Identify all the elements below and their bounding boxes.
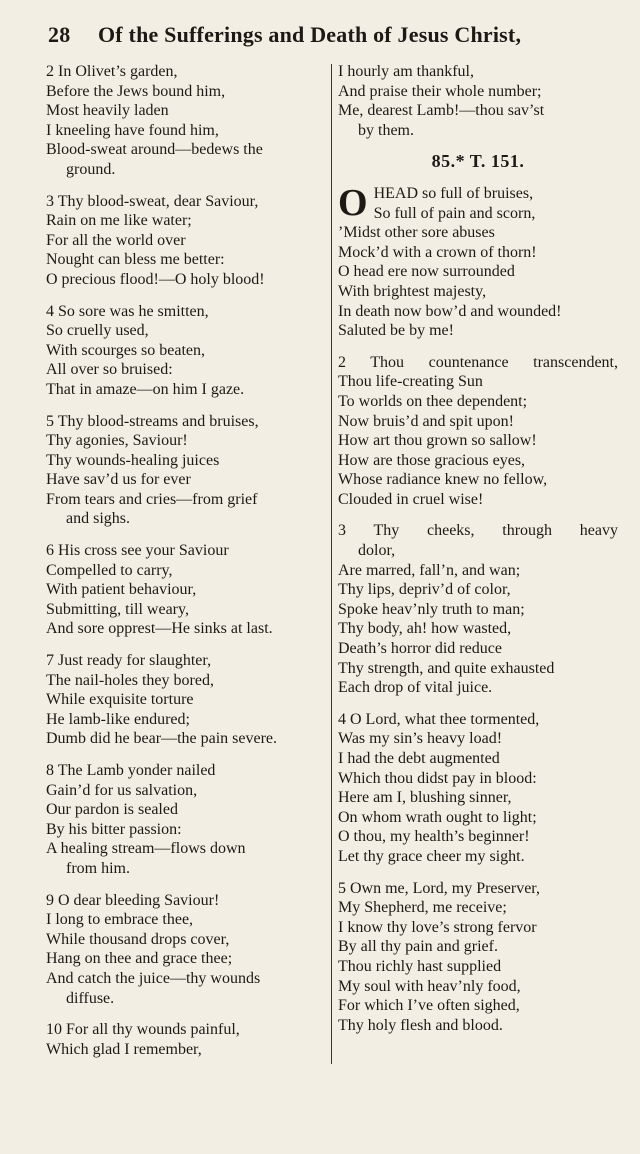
verse-line: Rain on me like water; [46,212,192,230]
verse-line: With patient behaviour, [46,581,197,599]
hymn-first-stanza [338,181,618,341]
chapter-title: Of the Sufferings and Death of Jesus Christ, [98,22,522,47]
verse-line: And sore opprest—He sinks at last. [46,620,273,638]
verse-line: So full of pain and scorn, [373,204,536,222]
verse-line: How are those gracious eyes, [338,451,526,469]
verse-line: How art thou grown so sallow! [338,432,537,450]
verse-line: With brightest majesty, [338,282,487,300]
verse-line: I had the debt augmented [338,750,500,767]
verse-line: To worlds on thee dependent; [338,392,528,410]
verse-stanza [46,1020,330,1059]
verse-line: Death’s horror did reduce [338,640,502,658]
verse-line: Me, dearest Lamb!—thou sav’st [338,102,545,120]
verse-line: 4 O Lord, what thee tormented, [338,710,540,728]
verse-line: I kneeling have found him, [46,121,219,139]
verse-line: Gain’d for us salvation, [46,781,198,799]
column-divider [331,64,332,1064]
verse-line: by them. [358,121,414,139]
verse-line: In death now bow’d and wounded! [338,302,562,320]
verse-stanza [46,412,330,530]
running-header [48,22,618,56]
verse-stanza [46,761,330,879]
verse-line: 6 His cross see your Saviour [46,542,229,560]
verse-line: My soul with heav’nly food, [338,977,521,995]
verse-stanza [338,353,618,510]
verse-line: Our pardon is sealed [46,801,178,819]
verse-line: Blood-sweat around—bedews the [46,141,263,159]
verse-line: Here am I, blushing sinner, [338,789,512,807]
verse-line: Each drop of vital juice. [338,679,493,697]
page-number: 28 [48,22,71,47]
verse-line: 10 For all thy wounds painful, [46,1021,240,1039]
verse-line: A healing stream—flows down [46,840,246,858]
verse-stanza [46,541,330,639]
verse-line: Mock’d with a crown of thorn! [338,243,537,261]
carryover-stanza [338,62,618,140]
verse-line: With scourges so beaten, [46,341,206,359]
verse-line: Thy body, ah! how wasted, [338,620,512,638]
verse-line: 9 O dear bleeding Saviour! [46,891,220,909]
verse-line: 8 The Lamb yonder nailed [46,762,216,779]
verse-line: On whom wrath ought to light; [338,808,537,826]
verse-line: Most heavily laden [46,102,169,120]
right-column [338,62,618,1047]
verse-line: Spoke heav’nly truth to man; [338,600,525,618]
verse-line: diffuse. [66,989,115,1007]
verse-line: Thou richly hast supplied [338,957,502,975]
verse-line: 2 In Olivet’s garden, [46,63,178,80]
verse-line: By all thy pain and grief. [338,938,498,956]
verse-line: Thy agonies, Saviour! [46,432,188,450]
verse-line: Which glad I remember, [46,1040,202,1058]
verse-stanza [338,879,618,1036]
verse-line: I know thy love’s strong fervor [338,918,537,936]
verse-line: Thy strength, and quite exhausted [338,659,555,677]
verse-line: 5 Own me, Lord, my Preserver, [338,879,540,897]
verse-line: While exquisite torture [46,691,194,709]
verse-line: Dumb did he bear—the pain severe. [46,730,278,748]
verse-line: ’Midst other sore abuses [338,224,495,242]
verse-stanza [338,521,618,697]
verse-line: From tears and cries—from grief [46,490,258,508]
verse-stanza [46,651,330,749]
verse-line: Have sav’d us for ever [46,471,191,489]
verse-line: For which I’ve often sighed, [338,997,520,1015]
verse-line: 4 So sore was he smitten, [46,302,209,320]
verse-line: Was my sin’s heavy load! [338,730,503,748]
verse-line: Nought can bless me better: [46,251,225,269]
verse-line: Let thy grace cheer my sight. [338,847,525,865]
verse-line: 3 Thy blood-sweat, dear Saviour, [46,192,259,210]
verse-line: Thy holy flesh and blood. [338,1016,503,1034]
verse-line: I hourly am thankful, [338,63,474,80]
verse-stanza [46,192,330,290]
verse-line: 5 Thy blood-streams and bruises, [46,412,259,430]
verse-line: dolor, [358,542,396,560]
verse-line: And praise their whole number; [338,82,542,100]
verse-line: O head ere now surrounded [338,263,515,281]
verse-line: While thousand drops cover, [46,930,230,948]
verse-line: Saluted be by me! [338,322,454,340]
verse-line: Compelled to carry, [46,561,173,579]
hymn-first-line: HEAD so full of bruises, [373,184,534,202]
verse-line: The nail-holes they bored, [46,671,214,689]
verse-line: He lamb-like endured; [46,710,190,728]
verse-line: ground. [66,160,116,178]
verse-stanza [46,891,330,1009]
verse-line: Thou life-creating Sun [338,373,483,391]
verse-line: 7 Just ready for slaughter, [46,652,212,670]
verse-line: All over so bruised: [46,361,173,379]
verse-line: Whose radiance knew no fellow, [338,471,548,489]
verse-line: Before the Jews bound him, [46,82,226,100]
verse-line: Now bruis’d and spit upon! [338,412,514,430]
verse-line: Are marred, fall’n, and wan; [338,561,521,579]
left-column [46,62,330,1071]
verse-line: Clouded in cruel wise! [338,490,484,508]
verse-line: Thy lips, depriv’d of color, [338,581,511,599]
verse-line: That in amaze—on him I gaze. [46,380,245,398]
verse-line: Submitting, till weary, [46,600,189,618]
verse-line: O thou, my health’s beginner! [338,828,530,846]
verse-stanza [46,302,330,400]
verse-line: Which thou didst pay in blood: [338,769,537,787]
verse-line: 3 Thy cheeks, through heavy [338,522,618,540]
verse-line: O precious flood!—O holy blood! [46,270,265,288]
verse-line: I long to embrace thee, [46,911,194,929]
verse-line: from him. [66,859,130,877]
verse-line: For all the world over [46,231,186,249]
verse-line: Hang on thee and grace thee; [46,950,233,968]
verse-line: So cruelly used, [46,322,149,340]
verse-stanza [338,710,618,867]
verse-line: Thy wounds-healing juices [46,451,220,469]
verse-stanza [46,62,330,180]
drop-cap: O [338,181,368,224]
verse-line: My Shepherd, me receive; [338,899,507,917]
verse-line: And catch the juice—thy wounds [46,969,261,987]
hymn-title: 85.* T. 151. [431,151,525,172]
verse-line: 2 Thou countenance transcendent, [338,353,618,371]
verse-line: By his bitter passion: [46,820,182,838]
verse-line: and sighs. [66,510,130,528]
